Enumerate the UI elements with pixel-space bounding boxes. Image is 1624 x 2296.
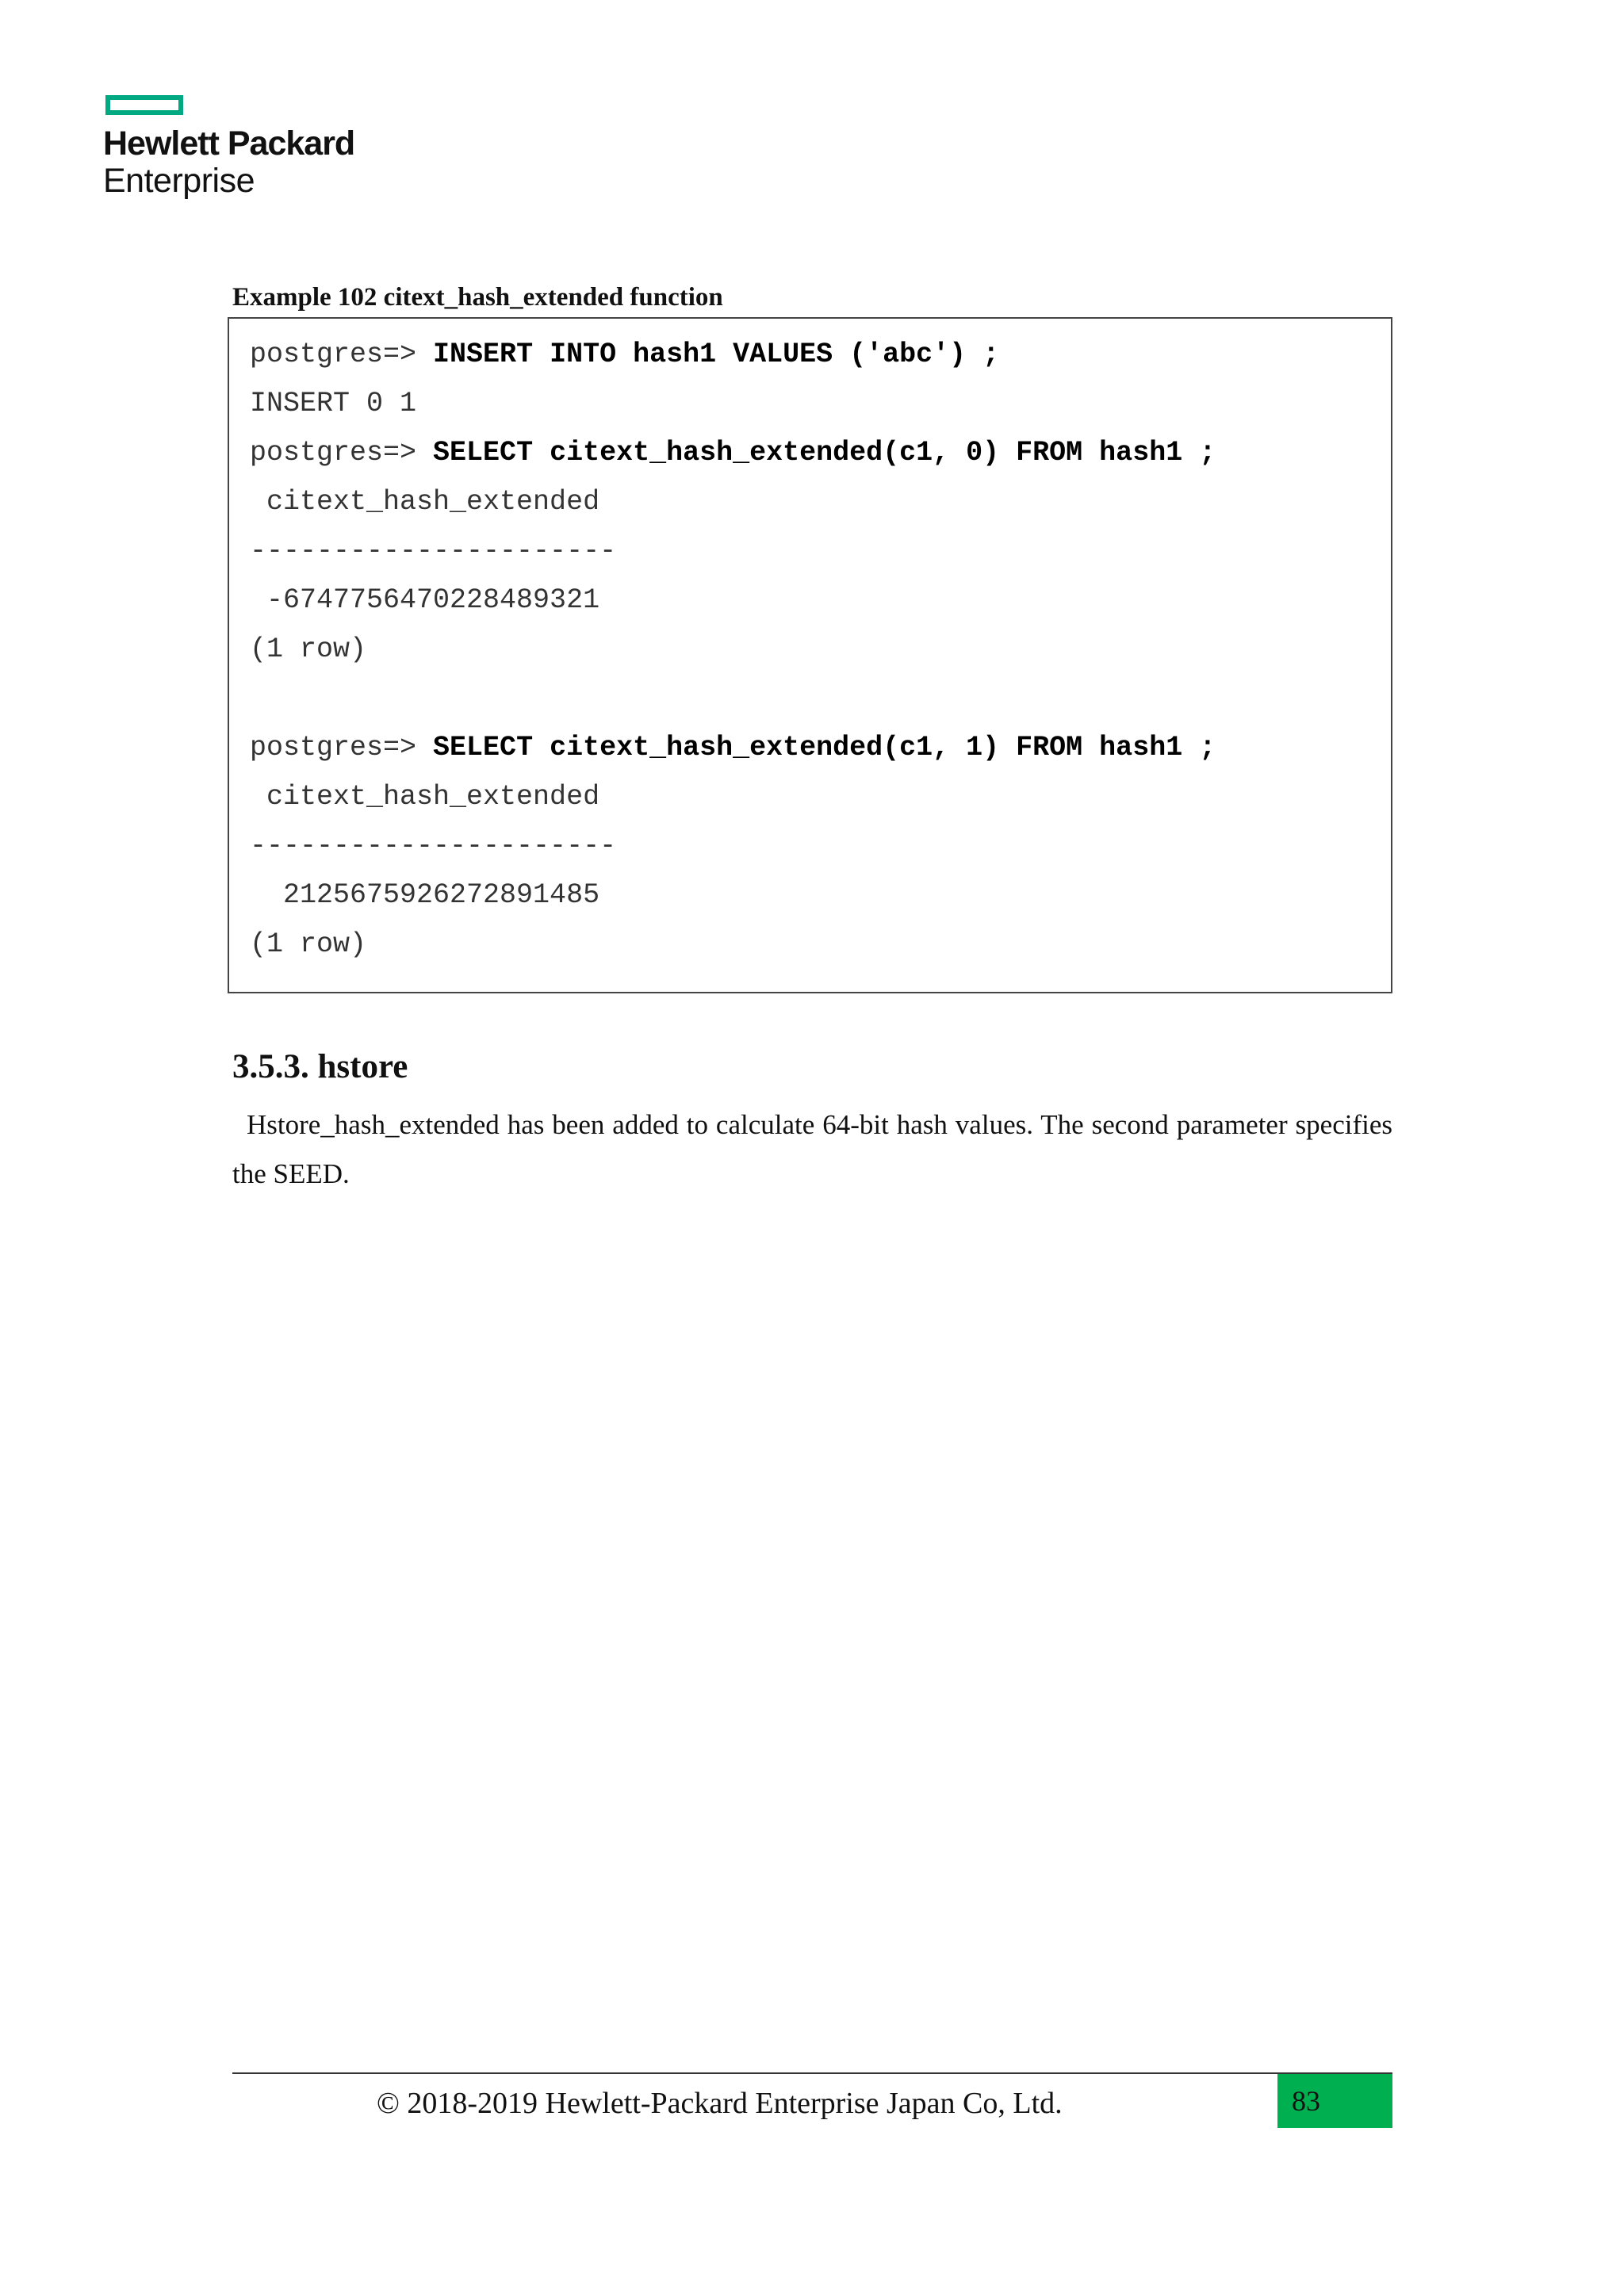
logo-line-2: Enterprise xyxy=(103,162,255,200)
code-line: postgres=> INSERT INTO hash1 VALUES ('abc') ; xyxy=(250,339,1000,370)
footer-divider xyxy=(232,2072,1392,2074)
page-number: 83 xyxy=(1277,2074,1392,2128)
code-line: (1 row) xyxy=(250,633,367,665)
code-line: ---------------------- xyxy=(250,830,617,862)
code-line: -6747756470228489321 xyxy=(250,584,600,616)
code-line: postgres=> SELECT citext_hash_extended(c1, 0) FROM hash1 ; xyxy=(250,437,1216,469)
code-line: citext_hash_extended xyxy=(250,486,600,518)
section-heading: 3.5.3. hstore xyxy=(232,1048,408,1085)
code-line: postgres=> SELECT citext_hash_extended(c1, 1) FROM hash1 ; xyxy=(250,732,1216,763)
code-line: INSERT 0 1 xyxy=(250,388,417,419)
hpe-logo-bar-icon xyxy=(105,95,183,115)
code-example-box xyxy=(228,317,1392,993)
body-paragraph: Hstore_hash_extended has been added to calculate 64-bit hash values. The second parameter specifies the SEED. xyxy=(232,1109,1392,1189)
logo-line-1: Hewlett Packard xyxy=(103,124,355,163)
code-line: 2125675926272891485 xyxy=(250,879,600,911)
code-line: (1 row) xyxy=(250,928,367,960)
code-line: ---------------------- xyxy=(250,535,617,567)
footer-copyright: © 2018-2019 Hewlett-Packard Enterprise Japan Co, Ltd. xyxy=(377,2087,1063,2120)
code-line: citext_hash_extended xyxy=(250,781,600,813)
example-caption: Example 102 citext_hash_extended function xyxy=(232,283,723,312)
